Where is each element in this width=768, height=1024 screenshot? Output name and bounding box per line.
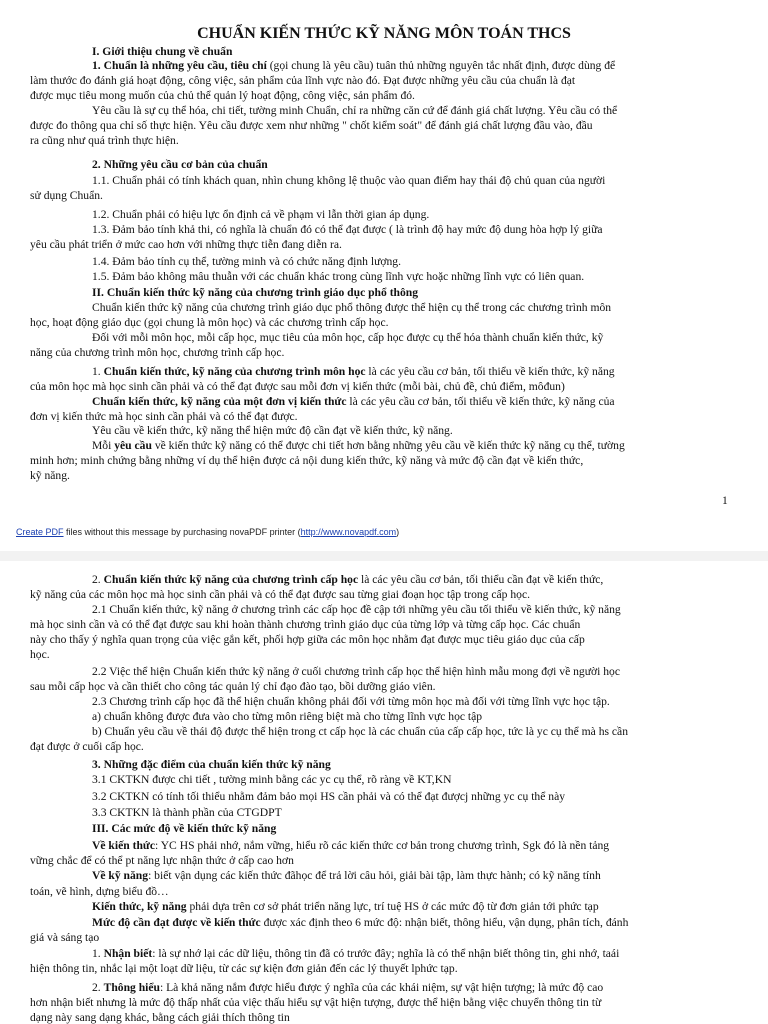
text-line bbox=[30, 632, 762, 647]
bold-text: 1. Chuẩn là những yêu cầu, tiêu chí bbox=[92, 59, 267, 72]
text-line bbox=[30, 453, 762, 468]
text-line bbox=[92, 821, 762, 836]
footer-text: files without this message by purchasing novaPDF printer ( bbox=[63, 527, 301, 537]
body-text: toán, vẽ hình, dựng biểu đồ… bbox=[30, 885, 169, 898]
body-text: kỹ năng. bbox=[30, 469, 70, 482]
text-line bbox=[92, 269, 762, 284]
text-line bbox=[30, 1010, 762, 1024]
body-text: : biết vận dụng các kiến thức đãhọc để trả lời câu hỏi, giải bài tập, làm thực hành; có kỹ năng tính bbox=[148, 869, 601, 882]
body-text: mà học sinh cần và có thể đạt được sau khi hoàn thành chương trình giáo dục của từng lớp và từng cấp học. Các chuẩn bbox=[30, 618, 581, 631]
text-line bbox=[92, 664, 762, 679]
text-line bbox=[30, 237, 762, 252]
text-line bbox=[30, 930, 762, 945]
body-text: 1.2. Chuẩn phải có hiệu lực ổn định cả về phạm vi lẫn thời gian áp dụng. bbox=[92, 208, 430, 221]
text-line bbox=[30, 647, 762, 662]
body-text: học, hoạt động giáo dục (gọi chung là môn học) và các chương trình cấp học. bbox=[30, 316, 389, 329]
body-text: là các yêu cầu cơ bản, tối thiểu về kiến thức, kỹ năng của bbox=[346, 395, 615, 408]
text-line bbox=[92, 44, 762, 59]
text-line bbox=[30, 995, 762, 1010]
text-line bbox=[30, 315, 762, 330]
text-line bbox=[92, 254, 762, 269]
text-line bbox=[30, 379, 762, 394]
body-text: năng của chương trình môn học, chương trình cấp học. bbox=[30, 346, 285, 359]
body-text: : là sự nhớ lại các dữ liệu, thông tin đã có trước đây; nghĩa là có thể nhận biết thông tin, ghi nhớ, taái bbox=[152, 947, 620, 960]
text-line bbox=[92, 772, 762, 787]
body-text: a) chuẩn không được đưa vào cho từng môn riêng biệt mà cho từng lĩnh vực học tập bbox=[92, 710, 483, 723]
text-line bbox=[92, 300, 762, 315]
bold-text: Chuẩn kiến thức, kỹ năng của chương trình môn học bbox=[103, 365, 366, 378]
page-number: 1 bbox=[722, 494, 728, 507]
body-text: ra cũng như quá trình thực hiện. bbox=[30, 134, 179, 147]
create-pdf-link[interactable]: Create PDF bbox=[16, 527, 64, 537]
text-line bbox=[30, 884, 762, 899]
text-line bbox=[92, 915, 762, 930]
pdf-footer-notice bbox=[16, 527, 399, 537]
text-line bbox=[92, 709, 762, 724]
body-text: Chuẩn kiến thức kỹ năng của chương trình giáo dục phổ thông được thể hiện cụ thể trong các chương trình môn bbox=[92, 301, 612, 314]
body-text: làm thước đo đánh giá hoạt động, công việc, sản phẩm của lĩnh vực nào đó. Đạt được những yêu cầu của chuẩn là đạt bbox=[30, 74, 576, 87]
body-text: 2. bbox=[92, 573, 104, 586]
body-text: Yêu cầu là sự cụ thể hóa, chi tiết, tường minh Chuẩn, chỉ ra những căn cứ để đánh giá chất lượng. Yêu cầu có thể bbox=[92, 104, 618, 117]
body-text: này cho thấy ý nghĩa quan trọng của việc gắn kết, phối hợp giữa các môn học nhằm đạt được mục tiêu giáo dục của cấp bbox=[30, 633, 585, 646]
body-text: : Là khả năng nắm được hiểu được ý nghĩa của các khái niệm, sự vật hiện tượng; là mức độ cao bbox=[159, 981, 604, 994]
text-line bbox=[92, 157, 762, 172]
text-line bbox=[30, 468, 762, 483]
text-line bbox=[30, 188, 762, 203]
text-line bbox=[30, 679, 762, 694]
body-text: 3.2 CKTKN có tính tối thiểu nhằm đảm bảo mọi HS cần phải và có thể đạt đượcj những yc cụ thể này bbox=[92, 790, 566, 803]
bold-text: Về kỹ năng bbox=[92, 869, 149, 882]
body-text: 2.2 Việc thể hiện Chuẩn kiến thức kỹ năng ở cuối chương trình cấp học thể hiện hình mẫu mong đợi về người học bbox=[92, 665, 621, 678]
text-line bbox=[92, 838, 762, 853]
text-line bbox=[92, 364, 762, 379]
body-text: kỹ năng của các môn học mà học sinh cần phải và có thể đạt được sau từng giai đoạn học tập trong cấp học. bbox=[30, 588, 530, 601]
body-text: Yêu cầu về kiến thức, kỹ năng thể hiện mức độ cần đạt về kiến thức, kỹ năng. bbox=[92, 424, 453, 437]
text-line bbox=[92, 103, 762, 118]
body-text: yêu cầu phát triển ở mức cao hơn với những thực tiễn đang diễn ra. bbox=[30, 238, 342, 251]
bold-text: II. Chuẩn kiến thức kỹ năng của chương trình giáo dục phổ thông bbox=[92, 286, 419, 299]
page-title: CHUẨN KIẾN THỨC KỸ NĂNG MÔN TOÁN THCS bbox=[197, 25, 571, 42]
text-line bbox=[30, 587, 762, 602]
body-text: của môn học mà học sinh cần phải và có thể đạt được sau mỗi đơn vị kiến thức (mỗi bài, chủ đề, chủ điểm, môđun) bbox=[30, 380, 565, 393]
text-line bbox=[30, 345, 762, 360]
body-text: b) Chuẩn yêu cầu về thái độ được thể hiện trong ct cấp học là các chuẩn của cấp cấp học, tức là yc cụ thể mà hs cần bbox=[92, 725, 629, 738]
text-line bbox=[92, 602, 762, 617]
text-line bbox=[92, 694, 762, 709]
body-text: về kiến thức kỹ năng có thể được chi tiết hơn bằng những yêu cầu về kiến thức kỹ năng cụ thể, tường bbox=[151, 439, 625, 452]
bold-text: I. Giới thiệu chung về chuẩn bbox=[92, 45, 233, 58]
text-line bbox=[30, 617, 762, 632]
body-text: : YC HS phải nhớ, nắm vững, hiểu rõ các kiến thức cơ bản trong chương trình, Sgk đó là nền tảng bbox=[155, 839, 610, 852]
text-line bbox=[92, 207, 762, 222]
body-text: Mỗi bbox=[92, 439, 115, 452]
body-text: phải dựa trên cơ sở phát triển năng lực, trí tuệ HS ở các mức độ từ đơn giản tới phức tạp bbox=[186, 900, 599, 913]
bold-text: Chuẩn kiến thức kỹ năng của chương trình cấp học bbox=[103, 573, 359, 586]
body-text: 1.4. Đảm bảo tính cụ thể, tường minh và có chức năng định lượng. bbox=[92, 255, 401, 268]
text-line bbox=[92, 868, 762, 883]
text-line bbox=[92, 58, 762, 73]
body-text: 2.3 Chương trình cấp học đã thể hiện chuẩn không phải đối với từng môn học mà đối với từng lĩnh vực học tập. bbox=[92, 695, 610, 708]
body-text: minh hơn; minh chứng bằng những ví dụ thể hiện được cả nội dung kiến thức, kỹ năng và mức độ cần đạt về kiến thức, bbox=[30, 454, 584, 467]
text-line bbox=[92, 789, 762, 804]
body-text: được mục tiêu mong muốn của chủ thể quản lý hoạt động, công việc, sản phẩm đó. bbox=[30, 89, 415, 102]
bold-text: 2. Những yêu cầu cơ bản của chuẩn bbox=[92, 158, 268, 171]
novapdf-link[interactable]: http://www.novapdf.com bbox=[300, 527, 397, 537]
text-line bbox=[92, 805, 762, 820]
body-text: 1. bbox=[92, 365, 104, 378]
body-text: sử dụng Chuẩn. bbox=[30, 189, 103, 202]
body-text: vững chắc để có thể pt năng lực nhận thức ở cấp cao hơn bbox=[30, 854, 294, 867]
text-line bbox=[30, 961, 762, 976]
text-line bbox=[92, 946, 762, 961]
bold-text: Về kiến thức bbox=[92, 839, 155, 852]
text-line bbox=[92, 330, 762, 345]
body-text: 1.1. Chuẩn phải có tính khách quan, nhìn chung không lệ thuộc vào quan điểm hay thái độ chủ quan của người bbox=[92, 174, 606, 187]
bold-text: 3. Những đặc điểm của chuẩn kiến thức kỹ năng bbox=[92, 758, 331, 771]
body-text: được đo thông qua chỉ số thực hiện. Yêu cầu được xem như những " chốt kiểm soát" để đánh giá chất lượng đầu vào, đầu bbox=[30, 119, 593, 132]
text-line bbox=[92, 899, 762, 914]
body-text: học. bbox=[30, 648, 50, 661]
body-text: 1.5. Đảm bảo không mâu thuẫn với các chuẩn khác trong cùng lĩnh vực hoặc những lĩnh vực có liên quan. bbox=[92, 270, 585, 283]
body-text: 1.3. Đảm bảo tính khả thi, có nghĩa là chuẩn đó có thể đạt được ( là trình độ hay mức độ dung hòa hợp lý giữa bbox=[92, 223, 603, 236]
text-line bbox=[92, 757, 762, 772]
bold-text: Chuẩn kiến thức, kỹ năng của một đơn vị kiến thức bbox=[92, 395, 347, 408]
footer-text-end: ) bbox=[396, 527, 400, 537]
text-line bbox=[92, 285, 762, 300]
bold-text: Thông hiểu bbox=[103, 981, 160, 994]
bold-text: Mức độ cần đạt được về kiến thức bbox=[92, 916, 261, 929]
text-line bbox=[92, 572, 762, 587]
body-text: được xác định theo 6 mức độ: nhận biết, thông hiểu, vận dụng, phân tích, đánh bbox=[260, 916, 629, 929]
bold-text: Nhận biết bbox=[103, 947, 153, 960]
text-line bbox=[30, 853, 762, 868]
text-line bbox=[92, 173, 762, 188]
body-text: 3.1 CKTKN được chi tiết , tường minh bằng các yc cụ thể, rõ ràng về KT,KN bbox=[92, 773, 452, 786]
text-line bbox=[30, 133, 762, 148]
text-line bbox=[30, 409, 762, 424]
text-line bbox=[30, 739, 762, 754]
body-text: hơn nhận biết nhưng là mức độ thấp nhất của việc thấu hiểu sự vật hiện tượng, được thể hiện bằng việc chuyển thông tin từ bbox=[30, 996, 602, 1009]
text-line bbox=[92, 724, 762, 739]
body-text: sau mỗi cấp học và cần thiết cho công tác quản lý chỉ đạo đào tạo, bồi dưỡng giáo viên. bbox=[30, 680, 436, 693]
body-text: 3.3 CKTKN là thành phần của CTGDPT bbox=[92, 806, 282, 819]
text-line bbox=[92, 222, 762, 237]
body-text: (gọi chung là yêu cầu) tuân thủ những nguyên tắc nhất định, được dùng để bbox=[266, 59, 616, 72]
body-text: đạt được ở cuối cấp học. bbox=[30, 740, 144, 753]
text-line bbox=[92, 423, 762, 438]
body-text: 1. bbox=[92, 947, 104, 960]
text-line bbox=[30, 88, 762, 103]
bold-text: III. Các mức độ về kiến thức kỹ năng bbox=[92, 822, 277, 835]
body-text: hiện thông tin, nhắc lại một loạt dữ liệu, từ các sự kiện đơn giản đến các lý thuyết lphức tạp. bbox=[30, 962, 458, 975]
body-text: 2.1 Chuẩn kiến thức, kỹ năng ở chương trình các cấp học đề cập tới những yêu cầu tối thiểu về kiến thức, kỹ năng bbox=[92, 603, 621, 616]
body-text: là các yêu cầu cơ bản, tối thiểu cần đạt về kiến thức, bbox=[358, 573, 604, 586]
body-text: dạng này sang dạng khác, bằng cách giải thích thông tin bbox=[30, 1011, 290, 1024]
text-line bbox=[30, 73, 762, 88]
body-text: đơn vị kiến thức mà học sinh cần phải và có thể đạt được. bbox=[30, 410, 298, 423]
body-text: 2. bbox=[92, 981, 104, 994]
text-line bbox=[92, 980, 762, 995]
body-text: giá và sáng tạo bbox=[30, 931, 100, 944]
body-text: là các yêu cầu cơ bản, tối thiểu về kiến thức, kỹ năng bbox=[365, 365, 615, 378]
text-line bbox=[92, 438, 762, 453]
page-separator bbox=[0, 551, 768, 561]
text-line bbox=[92, 394, 762, 409]
text-line bbox=[30, 118, 762, 133]
bold-text: yêu cầu bbox=[114, 439, 152, 452]
body-text: Đối với mỗi môn học, mỗi cấp học, mục tiêu của môn học, cấp học được cụ thể hóa thành chuẩn kiến thức, kỹ bbox=[92, 331, 604, 344]
bold-text: Kiến thức, kỹ năng bbox=[92, 900, 187, 913]
